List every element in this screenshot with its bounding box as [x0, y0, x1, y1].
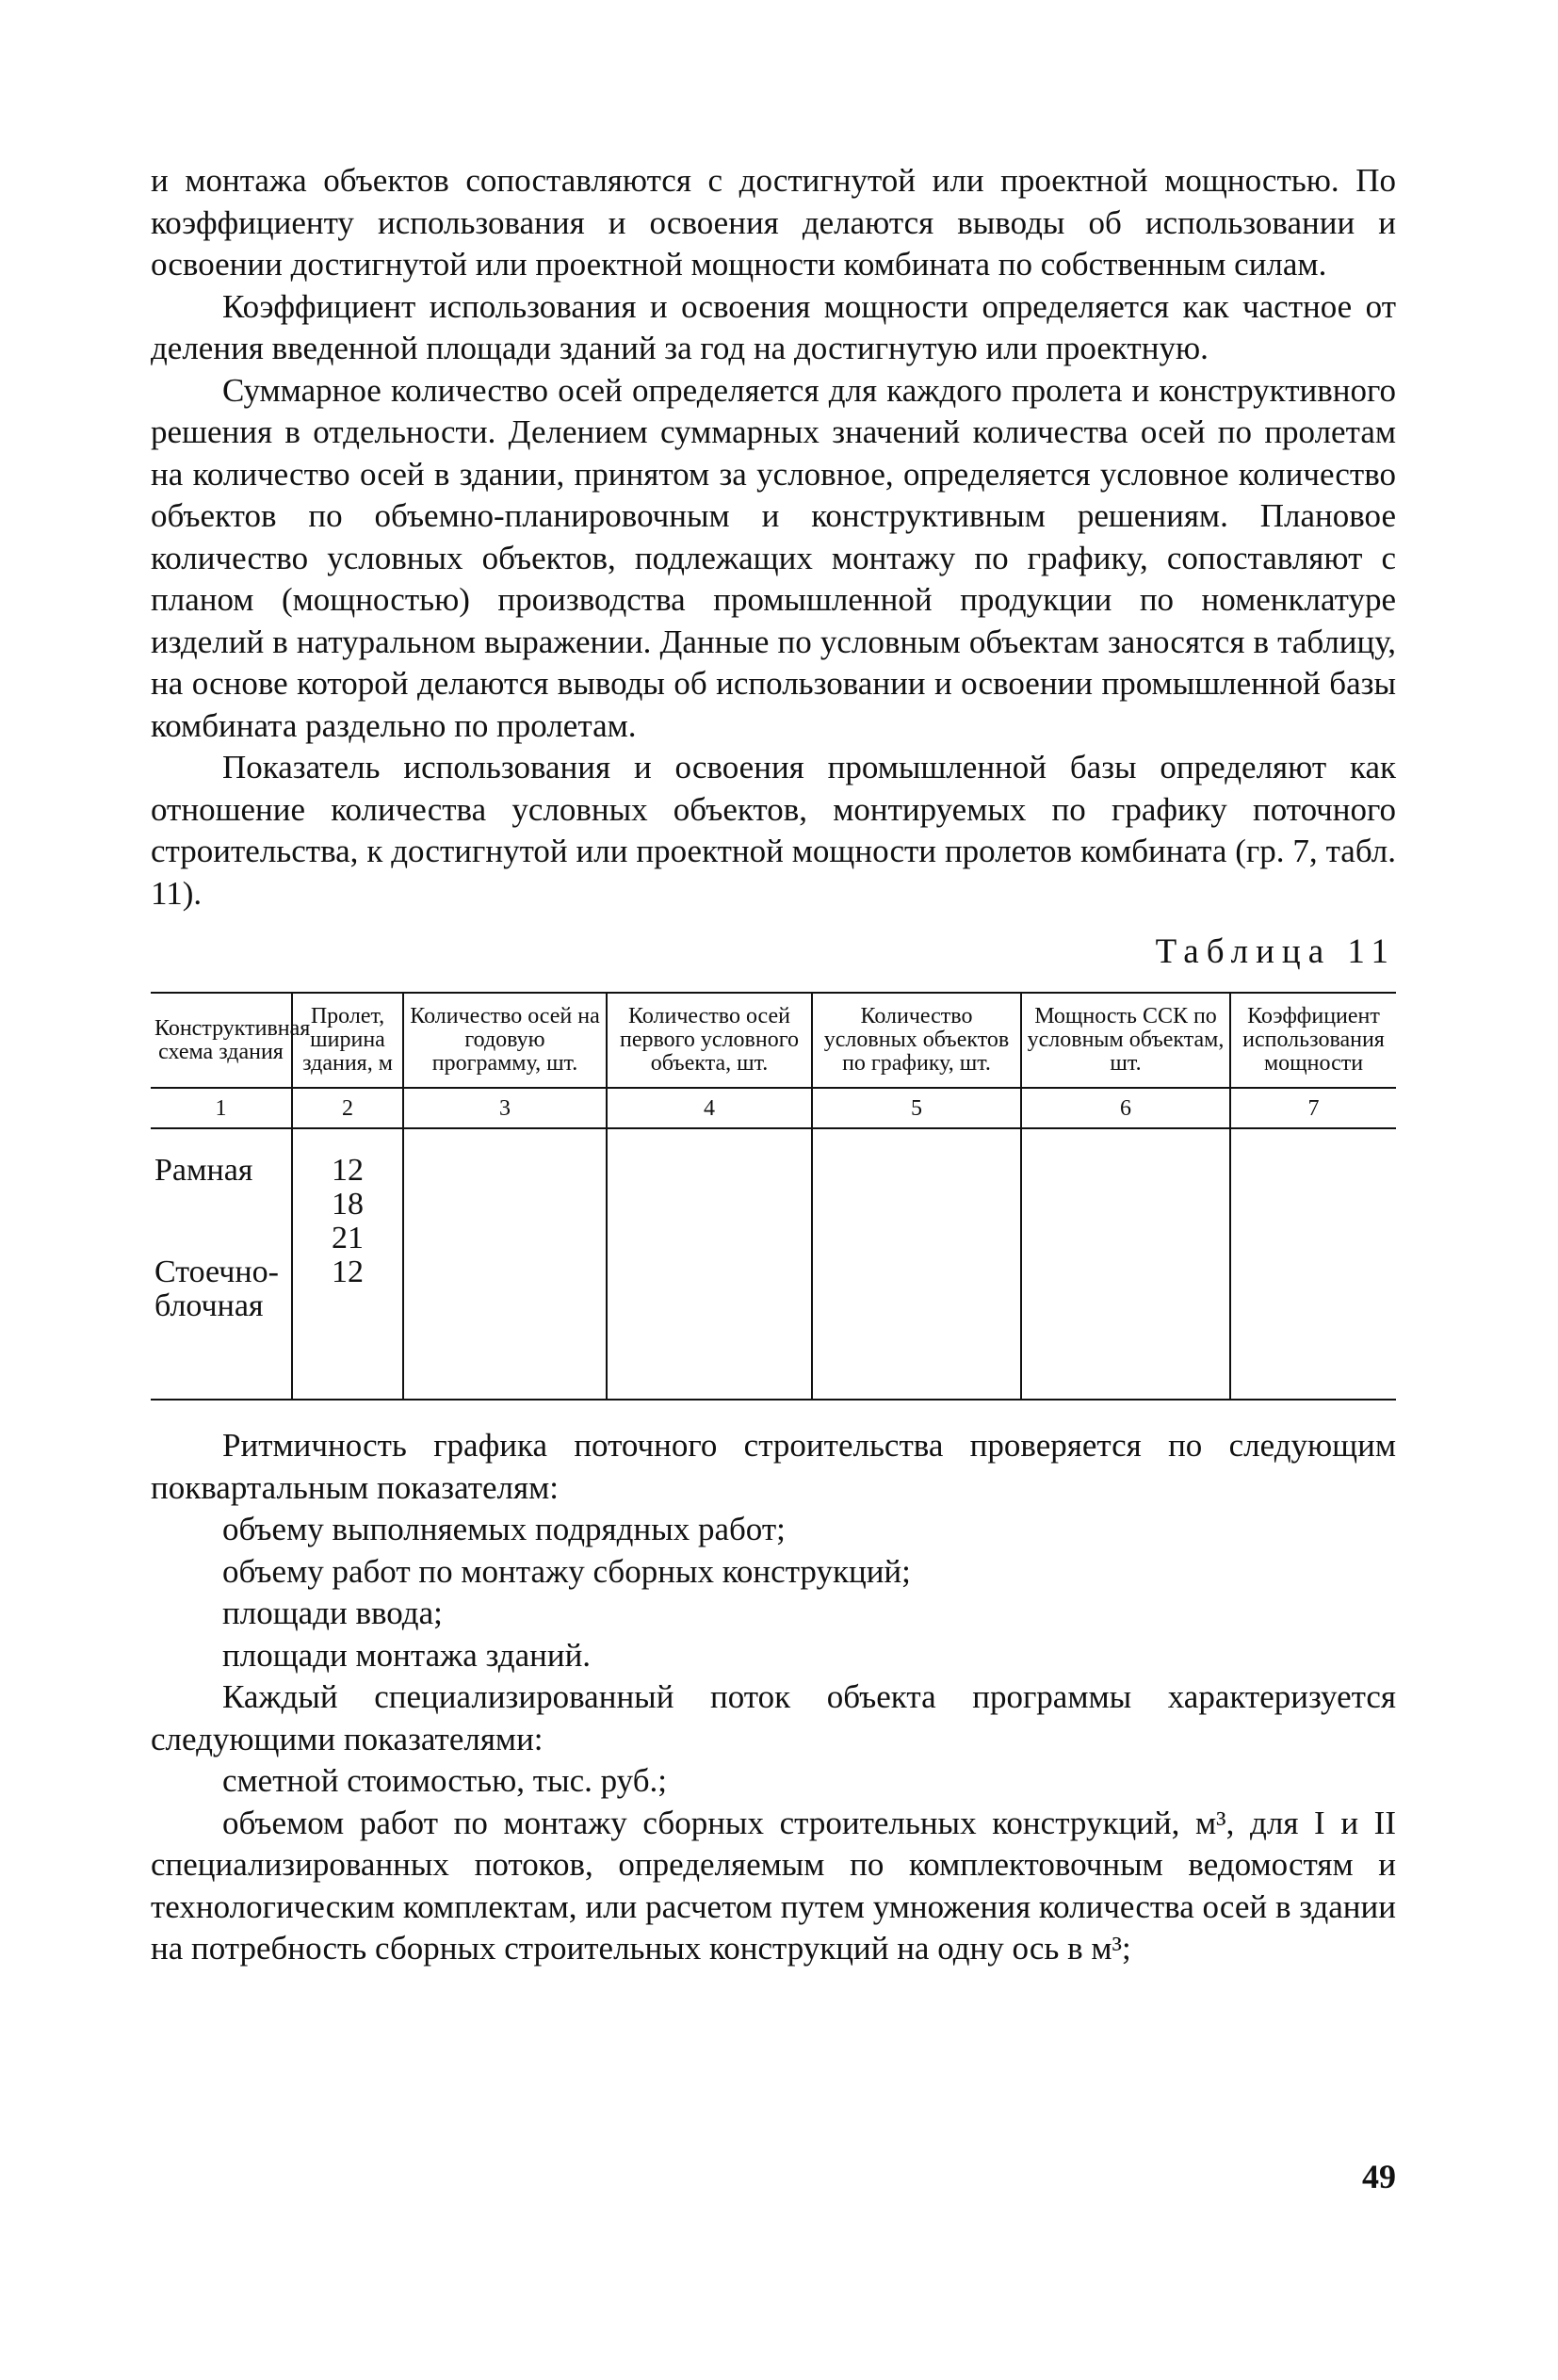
empty-cell: [1230, 1128, 1396, 1400]
column-number: 4: [607, 1088, 812, 1128]
list-item: объему работ по монтажу сборных конструкций;: [222, 1552, 911, 1590]
paragraph: Суммарное количество осей определяется для каждого пролета и конструктивного решения в отдельности. Делением суммарных значений количества осей по пролетам на количество осей в здании, принятом за условное, определяется условное количество объектов по объемно-планировочным и конструктивным решениям. Плановое количество условных объектов, подлежащих монтажу по графику, сопоставляют с планом (мощностью) производства промышленной продукции по номенклатуре изделий в натуральном выражении. Данные по условным объектам заносятся в таблицу, на основе которой делаются выводы об использовании и освоении промышленной базы комбината раздельно по пролетам.: [151, 371, 1396, 744]
bottom-text: [151, 1425, 1396, 1970]
column-header: Количество осей первого условного объекта, шт.: [607, 993, 812, 1088]
construction-scheme-cell: [151, 1128, 292, 1400]
column-header: Конструктивная схема здания: [151, 993, 292, 1088]
paragraph: и монтажа объектов сопоставляются с достигнутой или проектной мощностью. По коэффициенту использования и освоения делаются выводы об использовании и освоении достигнутой или проектной мощности комбината по собственным силам.: [151, 162, 1396, 283]
empty-cell: [1021, 1128, 1230, 1400]
paragraph: Показатель использования и освоения промышленной базы определяют как отношение количества условных объектов, монтируемых по графику поточного строительства, к достигнутой или проектной мощности пролетов комбината (гр. 7, табл. 11).: [151, 749, 1396, 912]
paragraph: Коэффициент использования и освоения мощности определяется как частное от деления введенной площади зданий за год на достигнутую или проектную.: [151, 287, 1396, 366]
list-item: объемом работ по монтажу сборных строительных конструкций, м³, для I и II специализированных потоков, определяемым по комплектовочным ведомостям и технологическим комплектам, или расчетом путем умножения количества осей в здании на потребность сборных строительных конструкций на одну ось в м³;: [151, 1804, 1396, 1967]
list-item: сметной стоимостью, тыс. руб.;: [222, 1762, 667, 1799]
span-value: 12: [332, 1153, 364, 1188]
span-width-cell: [292, 1128, 403, 1400]
span-value: 12: [332, 1255, 364, 1289]
column-header: Пролет, ширина здания, м: [292, 993, 403, 1088]
column-number: 2: [292, 1088, 403, 1128]
table-body-row: [151, 1128, 1396, 1400]
page-number: 49: [1362, 2158, 1396, 2195]
top-text: [151, 160, 1396, 915]
empty-cell: [607, 1128, 812, 1400]
column-number-row: [151, 1088, 1396, 1128]
column-header: Коэффициент использования мощности: [1230, 993, 1396, 1088]
empty-cell: [812, 1128, 1021, 1400]
column-number: 6: [1021, 1088, 1230, 1128]
column-header: Мощность ССК по условным объектам, шт.: [1021, 993, 1230, 1088]
list-item: объему выполняемых подрядных работ;: [222, 1511, 786, 1547]
table-caption: Таблица 11: [1155, 932, 1396, 971]
empty-cell: [403, 1128, 607, 1400]
paragraph: Каждый специализированный поток объекта программы характеризуется следующими показателями:: [151, 1678, 1396, 1757]
row-label: Рамная: [154, 1153, 253, 1188]
paragraph: Ритмичность графика поточного строительства проверяется по следующим поквартальным показателям:: [151, 1427, 1396, 1506]
column-number: 1: [151, 1088, 292, 1128]
list-item: площади монтажа зданий.: [222, 1636, 592, 1674]
page-content: [151, 160, 1396, 1970]
column-number: 7: [1230, 1088, 1396, 1128]
list-item: площади ввода;: [222, 1595, 443, 1631]
column-header: Количество условных объектов по графику, шт.: [812, 993, 1021, 1088]
row-label: Стоечно-блочная: [154, 1255, 279, 1323]
span-value: 18: [332, 1187, 364, 1222]
span-value: 21: [332, 1221, 364, 1255]
column-number: 3: [403, 1088, 607, 1128]
column-header: Количество осей на годовую программу, шт.: [403, 993, 607, 1088]
table-header-row: [151, 993, 1396, 1088]
column-number: 5: [812, 1088, 1021, 1128]
data-table: [151, 992, 1396, 1400]
